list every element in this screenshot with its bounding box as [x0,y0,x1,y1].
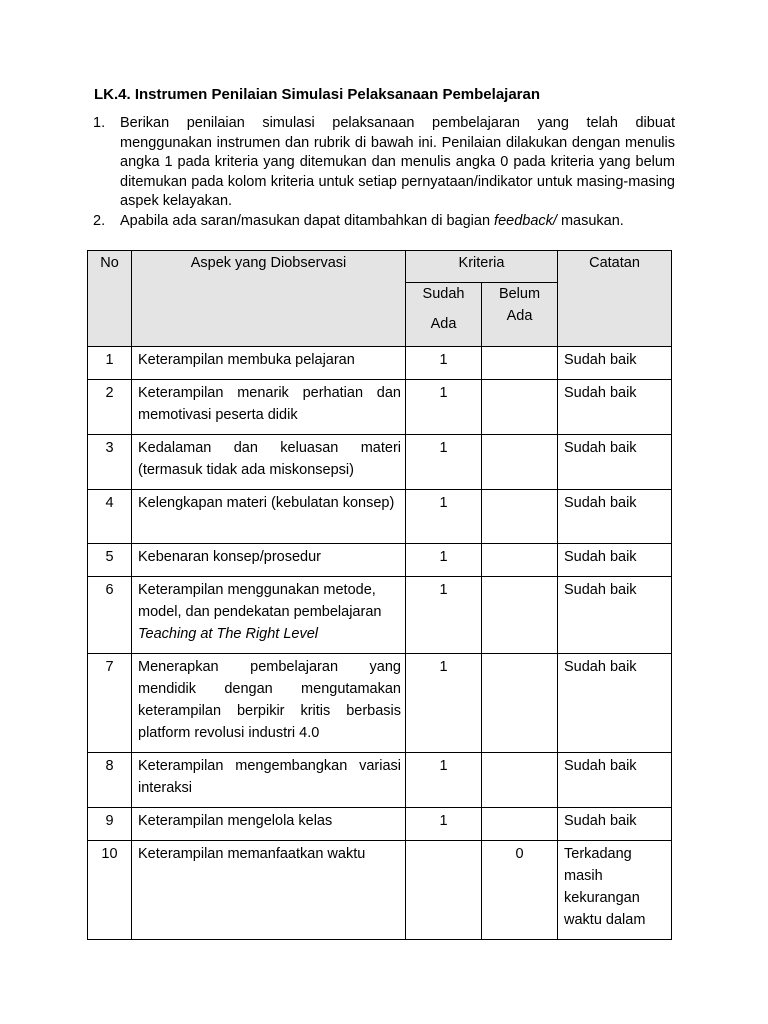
instructions-list [93,114,675,231]
cell-belum-ada [482,435,558,490]
cell-no: 3 [88,435,132,490]
cell-aspek-text: Keterampilan menggunakan metode, model, dan pendekatan pembelajaran [138,582,382,620]
cell-belum-ada [482,544,558,577]
cell-sudah-ada: 1 [406,544,482,577]
cell-sudah-ada: 1 [406,753,482,808]
cell-catatan: Sudah baik [558,808,672,841]
cell-sudah-ada: 1 [406,380,482,435]
cell-sudah-ada [406,841,482,940]
header-aspek: Aspek yang Diobservasi [132,251,406,347]
cell-sudah-ada: 1 [406,435,482,490]
instruction-item [93,114,675,212]
cell-no: 2 [88,380,132,435]
cell-aspek [132,577,406,654]
table-row [88,544,672,577]
cell-no: 9 [88,808,132,841]
cell-belum-ada: 0 [482,841,558,940]
instruction-text: Berikan penilaian simulasi pelaksanaan pembelajaran yang telah dibuat menggunakan instrumen dan rubrik di bawah ini. Penilaian dilakukan dengan menulis angka 1 pada kriteria yang ditemukan dan menulis angka 0 pada kriteria yang belum ditemukan pada kolom kriteria untuk setiap pernyataan/indikator untuk masing-masing aspek kelayakan. [120,115,675,209]
cell-catatan: Sudah baik [558,544,672,577]
cell-catatan: Sudah baik [558,654,672,753]
cell-sudah-ada: 1 [406,490,482,544]
header-sudah-ada [406,283,482,347]
table-row [88,380,672,435]
header-no: No [88,251,132,347]
cell-catatan: Sudah baik [558,753,672,808]
cell-catatan: Sudah baik [558,347,672,380]
cell-belum-ada [482,808,558,841]
cell-belum-ada [482,753,558,808]
table-row [88,808,672,841]
cell-sudah-ada: 1 [406,808,482,841]
instruction-text-part: Apabila ada saran/masukan dapat ditambahkan di bagian [120,212,495,229]
instruction-number: 2. [93,212,106,229]
header-belum-line1: Belum [498,286,541,302]
document-title: LK.4. Instrumen Penilaian Simulasi Pelaksanaan Pembelajaran [94,86,541,103]
table-row [88,753,672,808]
cell-sudah-ada: 1 [406,654,482,753]
cell-aspek: Keterampilan mengembangkan variasi interaksi [132,753,406,808]
cell-aspek: Kelengkapan materi (kebulatan konsep) [132,490,406,544]
cell-no: 7 [88,654,132,753]
cell-aspek: Keterampilan menarik perhatian dan memotivasi peserta didik [132,380,406,435]
cell-catatan: Sudah baik [558,490,672,544]
header-kriteria: Kriteria [406,251,558,283]
table-row [88,435,672,490]
header-sudah-line2: Ada [430,316,457,332]
table-row [88,654,672,753]
cell-no: 10 [88,841,132,940]
header-belum-ada [482,283,558,347]
cell-aspek: Kebenaran konsep/prosedur [132,544,406,577]
cell-belum-ada [482,577,558,654]
cell-aspek-italic: Teaching at The Right Level [138,626,319,642]
cell-catatan: Sudah baik [558,380,672,435]
table-row [88,347,672,380]
cell-catatan: Sudah baik [558,435,672,490]
assessment-table [87,250,672,940]
cell-belum-ada [482,380,558,435]
cell-sudah-ada: 1 [406,577,482,654]
cell-belum-ada [482,654,558,753]
instruction-item [93,212,675,232]
header-belum-line2: Ada [506,308,533,324]
cell-aspek: Keterampilan membuka pelajaran [132,347,406,380]
instruction-text-italic: feedback/ [494,212,557,229]
cell-no: 4 [88,490,132,544]
table-row [88,841,672,940]
cell-aspek: Kedalaman dan keluasan materi (termasuk tidak ada miskonsepsi) [132,435,406,490]
cell-aspek: Menerapkan pembelajaran yang mendidik dengan mengutamakan keterampilan berpikir kritis berbasis platform revolusi industri 4.0 [132,654,406,753]
instruction-text [120,212,675,232]
cell-no: 5 [88,544,132,577]
cell-belum-ada [482,347,558,380]
cell-aspek: Keterampilan memanfaatkan waktu [132,841,406,940]
instruction-number: 1. [93,115,106,131]
cell-aspek: Keterampilan mengelola kelas [132,808,406,841]
cell-catatan: Sudah baik [558,577,672,654]
cell-catatan: Terkadang masih kekurangan waktu dalam [558,841,672,940]
table-row [88,577,672,654]
cell-no: 6 [88,577,132,654]
cell-belum-ada [482,490,558,544]
cell-sudah-ada: 1 [406,347,482,380]
cell-no: 1 [88,347,132,380]
instruction-text-part: masukan. [556,212,624,229]
table-row [88,490,672,544]
header-sudah-line1: Sudah [422,286,465,302]
header-catatan: Catatan [558,251,672,347]
cell-no: 8 [88,753,132,808]
